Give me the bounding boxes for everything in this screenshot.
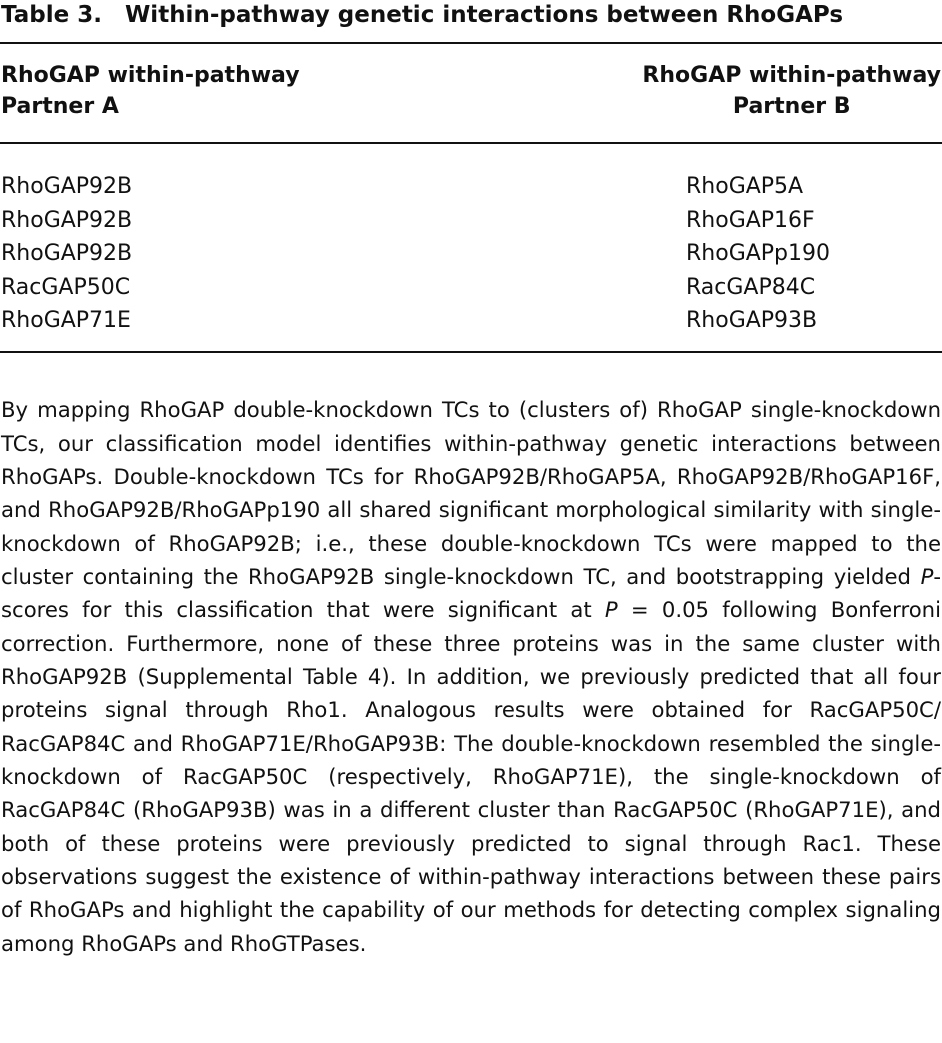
partner-a-cell: RacGAP50C <box>1 274 131 300</box>
body-paragraph <box>1 393 941 960</box>
table-title: Table 3. Within-pathway genetic interactions between RhoGAPs <box>1 2 844 28</box>
column-header-partner-b-line1: RhoGAP within-pathway <box>642 63 941 88</box>
partner-b-cell: RacGAP84C <box>686 274 816 300</box>
partner-b-cell: RhoGAPp190 <box>686 241 831 266</box>
table-row <box>0 237 942 271</box>
column-header-partner-b-line2: Partner B <box>732 94 851 119</box>
column-header-partner-a-line1: RhoGAP within-pathway <box>1 63 300 88</box>
partner-a-cell: RhoGAP92B <box>1 207 133 233</box>
partner-b-cell: RhoGAP16F <box>686 207 815 233</box>
paragraph-text-1: By mapping RhoGAP double-knockdown TCs to (clusters of) RhoGAP single-knockdown TCs, our classification model identifies within-pathway genetic interactions between RhoGAPs. Double-knockdown TCs for RhoGAP92B/RhoGAP5A, RhoGAP92B/RhoGAP16F, and RhoGAP92B/​RhoGAPp190 all shared significant morphological similarity with single-knockdown of RhoGAP92B; i.e., these double-knockdown TCs were mapped to the cluster containing the RhoGAP92B single-knockdown TC, and bootstrapping yielded <box>1 397 941 589</box>
column-header-partner-b <box>642 60 941 122</box>
table-row <box>0 204 942 238</box>
p-value-italic: P <box>604 597 618 623</box>
partner-b-cell: RhoGAP93B <box>686 308 818 333</box>
table-row <box>0 170 942 204</box>
table-top-rule <box>0 42 942 44</box>
table-row <box>0 271 942 305</box>
partner-a-cell: RhoGAP92B <box>1 174 133 199</box>
table-header-rule <box>0 142 942 144</box>
partner-a-cell: RhoGAP92B <box>1 241 133 266</box>
table-bottom-rule <box>0 351 942 353</box>
table-row <box>0 304 942 338</box>
table-body <box>0 170 942 338</box>
column-header-partner-a-line2: Partner A <box>1 94 119 119</box>
paragraph-text-3: = 0.05 following Bonferroni correction. Furthermore, none of these three proteins was in the same cluster with RhoGAP92B (Supplemental Table 4). In addition, we previously predicted that all four proteins signal through Rho1. Analogous results were obtained for RacGAP50C/​RacGAP84C and RhoGAP71E/RhoGAP93B: The double-knockdown resembled the single-knockdown of RacGAP50C (respectively, RhoGAP71E), the single-knockdown of RacGAP84C (RhoGAP93B) was in a different cluster than RacGAP50C (RhoGAP71E), and both of these proteins were previously predicted to signal through Rac1. These observations suggest the existence of within-pathway interactions between these pairs of RhoGAPs and highlight the capability of our methods for detecting complex signaling among RhoGAPs and RhoGTPases. <box>1 597 941 956</box>
paragraph-text-2: -scores for this classification that were significant at <box>1 563 941 623</box>
partner-b-cell: RhoGAP5A <box>686 174 804 199</box>
column-header-partner-a <box>1 60 300 122</box>
partner-a-cell: RhoGAP71E <box>1 308 131 333</box>
p-score-italic: P <box>920 563 934 589</box>
